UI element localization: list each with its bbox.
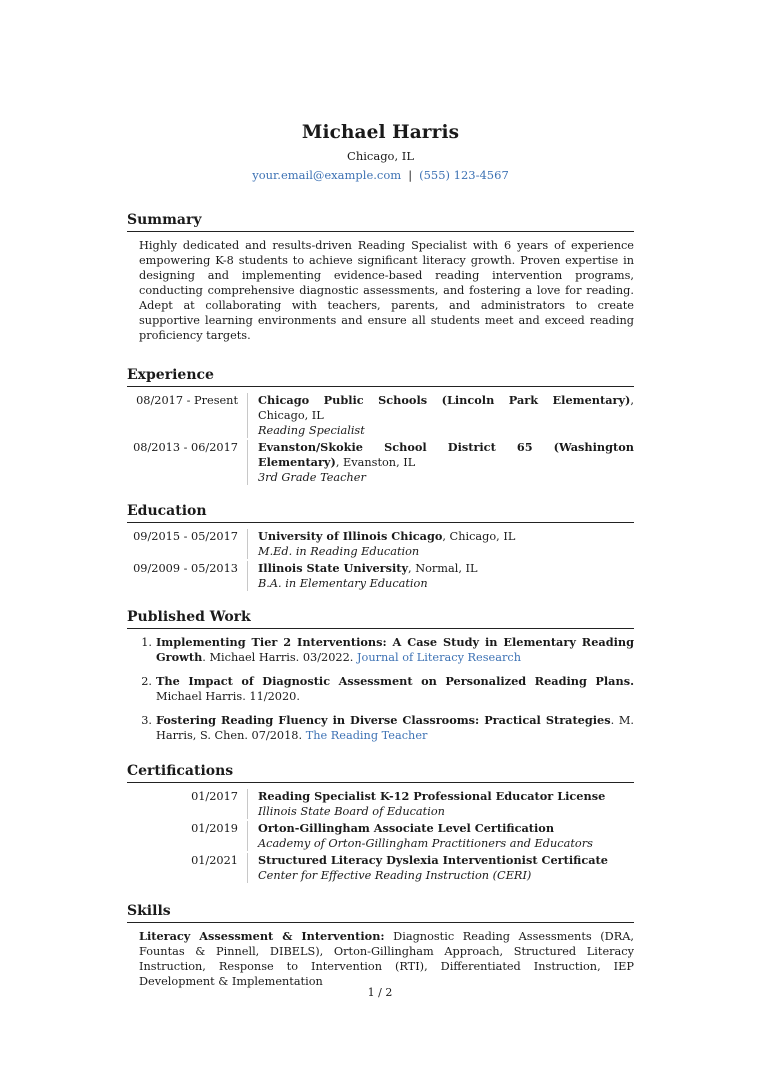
entry-org: University of Illinois Chicago bbox=[258, 529, 443, 543]
publication-text bbox=[156, 674, 634, 704]
certification-name: Orton-Gillingham Associate Level Certification bbox=[258, 821, 555, 835]
entry-location: , Chicago, IL bbox=[258, 394, 634, 422]
entry-org: Chicago Public Schools (Lincoln Park Elementary) bbox=[258, 393, 631, 407]
entry-date: 01/2019 bbox=[191, 822, 238, 835]
experience-entry bbox=[127, 440, 634, 485]
section-title: Certifications bbox=[127, 763, 634, 783]
education-entry bbox=[127, 529, 634, 559]
publication-title: Implementing Tier 2 Interventions: A Case Study in Elementary Reading Growth bbox=[156, 635, 634, 664]
phone-link[interactable]: (555) 123-4567 bbox=[419, 168, 509, 182]
candidate-name: Michael Harris bbox=[301, 122, 460, 143]
certifications-section bbox=[127, 763, 634, 883]
entry-date: 09/2015 - 05/2017 bbox=[133, 530, 238, 543]
resume-header bbox=[127, 0, 634, 182]
entry-date: 09/2009 - 05/2013 bbox=[133, 562, 238, 575]
entry-location: , Chicago, IL bbox=[442, 530, 516, 543]
publication-text bbox=[156, 713, 634, 743]
publication-item bbox=[127, 674, 634, 704]
page-number: 1 / 2 bbox=[367, 986, 393, 999]
skill-category: Literacy Assessment & Intervention: bbox=[139, 929, 385, 943]
candidate-location: Chicago, IL bbox=[347, 149, 414, 163]
experience-section bbox=[127, 367, 634, 485]
entry-body bbox=[247, 393, 634, 438]
entry-body bbox=[247, 529, 634, 559]
resume-page bbox=[127, 0, 634, 989]
publication-details: Michael Harris. 11/2020. bbox=[156, 690, 300, 703]
section-title: Experience bbox=[127, 367, 634, 387]
summary-text: Highly dedicated and results-driven Reading Specialist with 6 years of experience empowering K-8 students to achieve significant literacy growth. Proven expertise in designing and implementing evidence-based reading intervention programs, conducting comprehensive diagnostic assessments, and fostering a love for reading. Adept at collaborating with teachers, parents, and administrators to create supportive learning environments and ensure all students meet and exceed reading proficiency targets. bbox=[139, 239, 634, 342]
education-entry bbox=[127, 561, 634, 591]
publication-list bbox=[127, 635, 634, 743]
entry-date: 08/2017 - Present bbox=[136, 394, 238, 407]
publication-item bbox=[127, 635, 634, 665]
publication-title: The Impact of Diagnostic Assessment on Personalized Reading Plans. bbox=[156, 674, 634, 688]
certification-entry bbox=[127, 821, 634, 851]
entry-body bbox=[247, 853, 634, 883]
entry-body bbox=[247, 440, 634, 485]
contact-line bbox=[127, 168, 634, 182]
published-section bbox=[127, 609, 634, 743]
publication-venue-link[interactable]: The Reading Teacher bbox=[305, 729, 428, 742]
entry-role: B.A. in Elementary Education bbox=[258, 577, 428, 590]
certification-name: Reading Specialist K-12 Professional Educator License bbox=[258, 789, 606, 803]
certification-name: Structured Literacy Dyslexia Interventionist Certificate bbox=[258, 853, 608, 867]
entry-date: 01/2017 bbox=[191, 790, 238, 803]
education-section bbox=[127, 503, 634, 591]
section-title: Skills bbox=[127, 903, 634, 923]
email-link[interactable]: your.email@example.com bbox=[252, 168, 402, 182]
experience-entry bbox=[127, 393, 634, 438]
skills-text bbox=[139, 929, 634, 989]
publication-number: 3. bbox=[141, 714, 152, 727]
certification-issuer: Illinois State Board of Education bbox=[258, 805, 445, 818]
section-title: Published Work bbox=[127, 609, 634, 629]
publication-text bbox=[156, 635, 634, 665]
entry-body bbox=[247, 789, 634, 819]
summary-section bbox=[127, 212, 634, 343]
publication-title: Fostering Reading Fluency in Diverse Classrooms: Practical Strategies bbox=[156, 713, 611, 727]
skill-list: Diagnostic Reading Assessments (DRA, Fountas & Pinnell, DIBELS), Orton-Gillingham Approach, Structured Literacy Instruction, Response to Intervention (RTI), Differentiated Instruction, IEP Development & Implementation bbox=[139, 930, 634, 988]
publication-number: 1. bbox=[141, 636, 152, 649]
entry-location: , Normal, IL bbox=[408, 562, 478, 575]
section-title: Summary bbox=[127, 212, 634, 232]
entry-location: , Evanston, IL bbox=[335, 456, 416, 469]
publication-details: . M. Harris, S. Chen. 07/2018. bbox=[156, 714, 634, 742]
contact-separator: | bbox=[408, 168, 413, 182]
section-title: Education bbox=[127, 503, 634, 523]
entry-role: Reading Specialist bbox=[258, 424, 365, 437]
entry-org: Illinois State University bbox=[258, 561, 409, 575]
publication-number: 2. bbox=[141, 675, 152, 688]
publication-venue-link[interactable]: Journal of Literacy Research bbox=[356, 651, 521, 664]
certification-entry bbox=[127, 853, 634, 883]
entry-org: Evanston/Skokie School District 65 (Washington Elementary) bbox=[258, 440, 634, 469]
certification-issuer: Center for Effective Reading Instruction (CERI) bbox=[258, 869, 532, 882]
certification-entry bbox=[127, 789, 634, 819]
entry-role: 3rd Grade Teacher bbox=[258, 471, 366, 484]
skills-section bbox=[127, 903, 634, 989]
certification-issuer: Academy of Orton-Gillingham Practitioners and Educators bbox=[258, 837, 593, 850]
publication-details: . Michael Harris. 03/2022. bbox=[202, 651, 357, 664]
entry-date: 08/2013 - 06/2017 bbox=[133, 441, 238, 454]
entry-body bbox=[247, 821, 634, 851]
publication-item bbox=[127, 713, 634, 743]
entry-role: M.Ed. in Reading Education bbox=[258, 545, 420, 558]
entry-date: 01/2021 bbox=[191, 854, 238, 867]
entry-body bbox=[247, 561, 634, 591]
